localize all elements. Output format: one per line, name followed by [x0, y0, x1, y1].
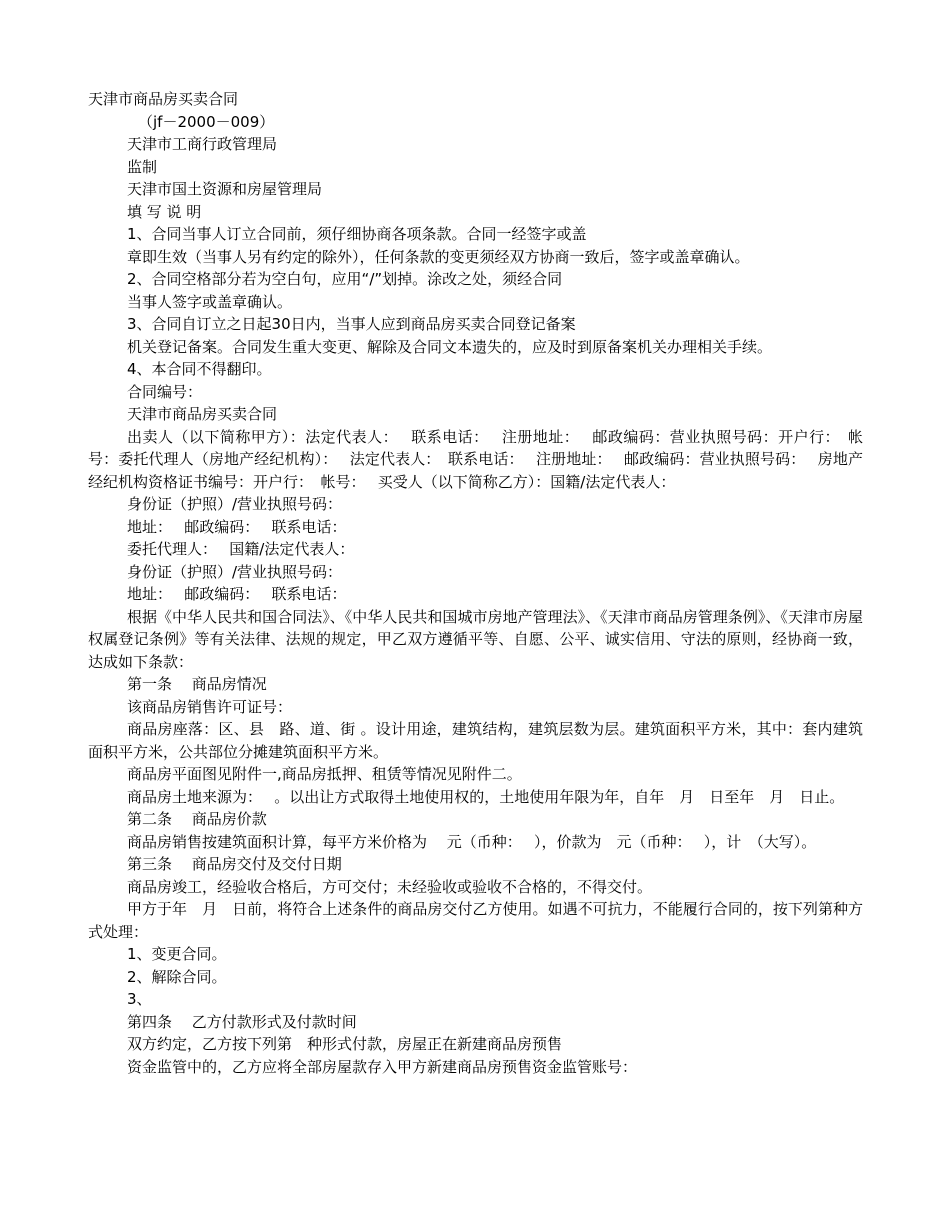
document-title: 天津市商品房买卖合同	[88, 90, 239, 108]
article-paragraph: 甲方于年 月 日前，将符合上述条件的商品房交付乙方使用。如遇不可抗力，不能履行合同的，按下列第种方式处理：	[88, 900, 863, 941]
option-item: 3、	[127, 990, 152, 1008]
instruction-item: 4、本合同不得翻印。	[127, 360, 272, 378]
document-code: （jf－2000－009）	[138, 112, 275, 131]
contract-document	[88, 88, 863, 1078]
article-paragraph: 双方约定，乙方按下列第 种形式付款，房屋正在新建商品房预售	[127, 1035, 563, 1053]
buyer-field: 地址： 邮政编码： 联系电话：	[127, 517, 347, 536]
buyer-field: 身份证（护照）/营业执照号码：	[127, 495, 343, 513]
agent-field: 地址： 邮政编码： 联系电话：	[127, 585, 347, 603]
option-item: 2、解除合同。	[127, 967, 227, 986]
party-info-paragraph: 出卖人（以下简称甲方）：法定代表人： 联系电话： 注册地址： 邮政编码：营业执照号码：开户行： 帐号：委托代理人（房地产经纪机构）： 法定代表人： 联系电话： 注册地址： 邮政编码：营业执照号码： 房地产经纪机构资格证书编号：开户行： 帐号： 买受人（以下简称乙方）：国籍/法定代表人：	[88, 427, 863, 491]
legal-basis-paragraph: 根据《中华人民共和国合同法》、《中华人民共和国城市房地产管理法》、《天津市商品房管理条例》、《天津市房屋权属登记条例》等有关法律、法规的规定，甲乙双方遵循平等、自愿、公平、诚实信用、守法的原则，经协商一致，达成如下条款：	[88, 607, 863, 671]
article-paragraph: 商品房竣工，经验收合格后，方可交付；未经验收或验收不合格的，不得交付。	[127, 877, 653, 896]
option-item: 1、变更合同。	[127, 945, 227, 963]
article-heading: 第一条 商品房情况	[127, 675, 267, 693]
article-heading: 第四条 乙方付款形式及付款时间	[127, 1012, 357, 1031]
instructions-heading: 填 写 说 明	[127, 202, 202, 221]
instruction-item: 3、合同自订立之日起30日内，当事人应到商品房买卖合同登记备案	[127, 315, 576, 333]
instruction-item: 1、合同当事人订立合同前，须仔细协商各项条款。合同一经签字或盖	[127, 225, 587, 243]
issuer-line: 天津市工商行政管理局	[127, 135, 278, 153]
article-paragraph: 商品房销售按建筑面积计算，每平方米价格为 元（币种： ），价款为 元（币种： ），计 （大写）。	[127, 832, 817, 851]
issuer-line: 天津市国土资源和房屋管理局	[127, 180, 323, 198]
article-paragraph: 该商品房销售许可证号：	[127, 697, 293, 716]
article-paragraph: 商品房土地来源为： 。以出让方式取得土地使用权的，土地使用年限为年，自年 月 日至年 月 日止。	[127, 787, 845, 806]
agent-field: 身份证（护照）/营业执照号码：	[127, 562, 343, 581]
instruction-item: 2、合同空格部分若为空白句，应用“/”划掉。涂改之处，须经合同	[127, 270, 563, 288]
contract-number-label: 合同编号：	[127, 382, 203, 401]
agent-field: 委托代理人： 国籍/法定代表人：	[127, 540, 355, 558]
article-paragraph: 商品房平面图见附件一,商品房抵押、租赁等情况见附件二。	[127, 765, 522, 783]
supervise-line: 监制	[127, 157, 158, 176]
article-heading: 第二条 商品房价款	[127, 810, 267, 828]
article-paragraph: 商品房座落：区、县 路、道、街 。设计用途，建筑结构，建筑层数为层。建筑面积平方米，其中：套内建筑面积平方米，公共部位分摊建筑面积平方米。	[88, 720, 863, 761]
article-heading: 第三条 商品房交付及交付日期	[127, 855, 342, 873]
instruction-item: 当事人签字或盖章确认。	[127, 292, 293, 311]
instruction-item: 章即生效（当事人另有约定的除外），任何条款的变更须经双方协商一致后，签字或盖章确认。	[127, 247, 750, 266]
instruction-item: 机关登记备案。合同发生重大变更、解除及合同文本遗失的，应及时到原备案机关办理相关手续。	[127, 337, 773, 356]
contract-heading: 天津市商品房买卖合同	[127, 405, 278, 423]
article-paragraph: 资金监管中的，乙方应将全部房屋款存入甲方新建商品房预售资金监管账号：	[127, 1057, 638, 1076]
